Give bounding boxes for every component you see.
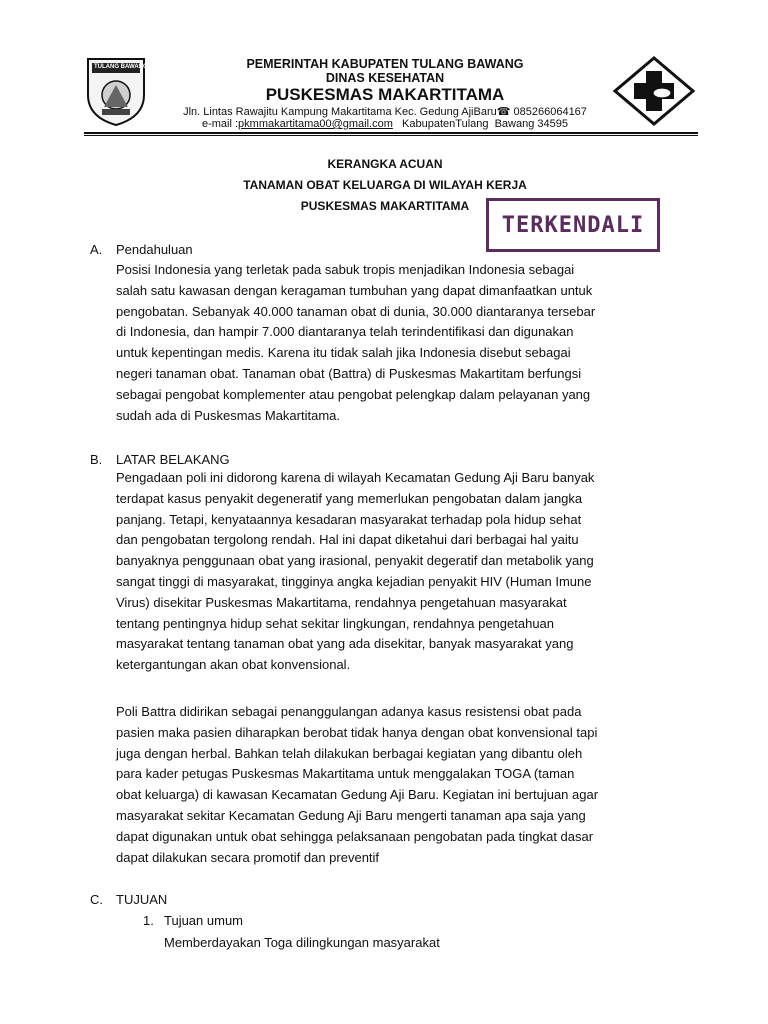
header-rule (84, 132, 698, 134)
text-line: masyarakat tentang tanaman obat yang ada disekitar, banyak masyarakat yang (116, 636, 574, 652)
text-line: terdapat kasus penyakit degeneratif yang memerlukan pengobatan dalam jangka (116, 490, 583, 506)
section-c-heading: TUJUAN (116, 892, 168, 907)
logo-caption: TULANG BAWANG (94, 64, 148, 70)
objective-text: Memberdayakan Toga dilingkungan masyarakat (164, 935, 440, 950)
section-b-paragraph-2 (116, 702, 676, 868)
text-line: Poli Battra didirikan sebagai penanggulangan adanya kasus resistensi obat pada (116, 704, 582, 719)
phone-number: 085266064167 (510, 106, 587, 118)
text-line: di Indonesia, dan hampir 7.000 diantaranya telah terindentifikasi dan digunakan (116, 324, 574, 340)
section-b-heading: LATAR BELAKANG (116, 452, 230, 467)
doc-title-1: KERANGKA ACUAN (327, 157, 443, 171)
text-line: para kader petugas Puskesmas Makartitama untuk menggalakan TOGA (taman (116, 766, 575, 782)
section-b-paragraph-1 (116, 468, 676, 676)
text-line: untuk kepentingan medis. Karena itu tidak salah jika Indonesia disebut sebagai (116, 345, 571, 361)
header-address (160, 105, 610, 118)
header-government: PEMERINTAH KABUPATEN TULANG BAWANG (246, 57, 524, 71)
text-line: dan pengobatan tergolong rendah. Hal ini dapat diketahui dari berbagai hal yaitu (116, 532, 579, 548)
text-line: Virus) disekitar Puskesmas Makartitama, rendahnya pengetahuan masyarakat (116, 594, 567, 610)
text-line: obat keluarga) di kawasan Kecamatan Gedung Aji Baru. Kegiatan ini bertujuan agar (116, 787, 599, 803)
stamp-text: TERKENDALI (501, 213, 645, 238)
text-line: sangat tinggi di masyarakat, tingginya angka kejadian penyakit HIV (Human Imune (116, 573, 592, 589)
location-text: KabupatenTulang Bawang 34595 (392, 118, 568, 130)
text-line: juga dengan herbal. Bahkan telah dilakukan berbagai kegiatan yang dibantu oleh (116, 745, 583, 761)
controlled-stamp (486, 198, 660, 252)
header-agency: DINAS KESEHATAN (325, 71, 445, 85)
address-text: Jln. Lintas Rawajitu Kampung Makartitama Kec. Gedung AjiBaru (183, 106, 497, 118)
text-line: tentang pentingnya hidup sehat sekitar lingkungan, rendahnya pengetahuan (116, 615, 555, 631)
text-line: negeri tanaman obat. Tanaman obat (Battra) di Puskesmas Makartitam berfungsi (116, 365, 582, 381)
text-line: Pengadaan poli ini didorong karena di wilayah Kecamatan Gedung Aji Baru banyak (116, 470, 595, 485)
text-line: sebagai pengobat komplementer atau pengobat pelengkap dalam pelayanan yang (116, 386, 591, 402)
section-c-letter: C. (90, 892, 103, 907)
header-contact (160, 118, 610, 130)
section-b-letter: B. (90, 452, 103, 467)
text-line: pengobatan. Sebanyak 40.000 tanaman obat di dunia, 30.000 diantaranya tersebar (116, 303, 596, 319)
text-line: salah satu kawasan dengan keragaman tumbuhan yang dapat dimanfaatkan untuk (116, 282, 593, 298)
text-line: Posisi Indonesia yang terletak pada sabuk tropis menjadikan Indonesia sebagai (116, 262, 575, 277)
text-line: sudah ada di Puskesmas Makartitama. (116, 407, 340, 423)
header-institution: PUSKESMAS MAKARTITAMA (265, 85, 505, 104)
text-line: dapat dilakukan secara promotif dan preventif (116, 849, 380, 865)
email-link[interactable]: pkmmakartitama00@gmail.com (238, 118, 393, 130)
text-line: dapat digunakan untuk obat sehingga pelaksanaan pengobatan pada tingkat dasar (116, 828, 594, 844)
header-rule-thin (84, 135, 698, 136)
text-line: masyarakat sekitar Kecamatan Gedung Aji Baru mengerti tanaman apa saja yang (116, 807, 586, 823)
doc-title-2: TANAMAN OBAT KELUARGA DI WILAYAH KERJA (243, 178, 527, 192)
section-a-heading: Pendahuluan (116, 242, 193, 257)
text-line: panjang. Tetapi, kenyataannya kesadaran masyarakat terhadap pola hidup sehat (116, 511, 582, 527)
text-line: ketergantungan akan obat konvensional. (116, 657, 351, 673)
doc-title-3: PUSKESMAS MAKARTITAMA (300, 199, 470, 213)
telephone-icon: ☎ (496, 106, 511, 118)
section-a-letter: A. (90, 242, 103, 257)
objective-heading: Tujuan umum (164, 913, 243, 928)
section-a-paragraph (116, 260, 676, 426)
objective-number: 1. (143, 913, 154, 928)
health-cross-logo (612, 55, 696, 127)
district-logo (84, 55, 148, 127)
text-line: pasien maka pasien diharapkan berobat tidak hanya dengan obat konvensional tapi (116, 724, 598, 740)
text-line: banyaknya penggunaan obat yang irasional, penyakit degeratif dan metabolik yang (116, 553, 594, 569)
email-label: e-mail : (201, 118, 239, 130)
